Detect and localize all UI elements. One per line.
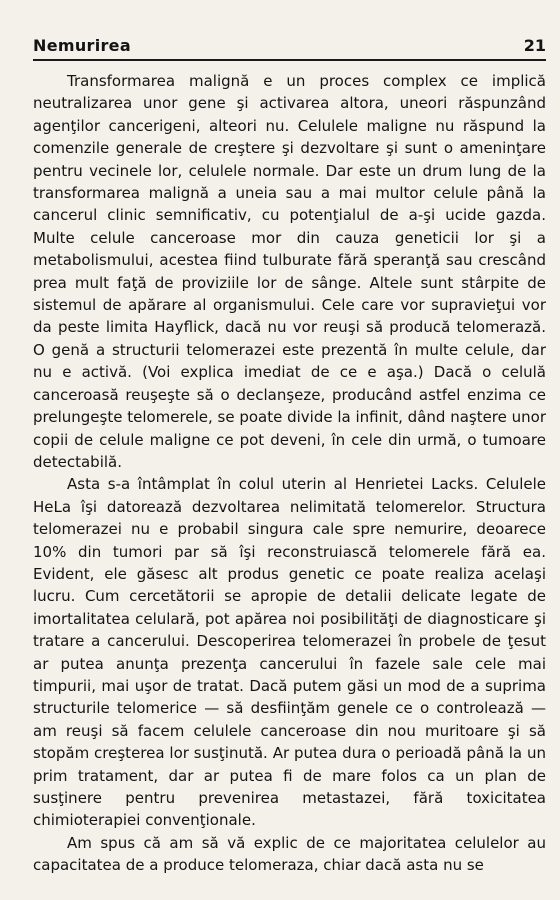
paragraph: Transformarea malignă e un proces complex ce implică neutralizarea unor gene şi activarea altora, uneori răspunzând agenţilor cancerigeni, alteori nu. Celulele maligne nu răspund la comenzile generale de creştere şi dezvoltare şi sunt o ameninţare pentru vecinele lor, celulele normale. Dar este un drum lung de la transformarea malignă a uneia sau a mai multor celule până la cancerul clinic semnificativ, cu potenţialul de a-şi ucide gazda. Multe celule canceroase mor din cauza geneticii lor şi a metabolismului, acestea fiind tulburate fără speranţă sau crescând prea mult faţă de proviziile lor de sânge. Altele sunt stârpite de sistemul de apărare al organismului. Cele care vor supravieţui vor da peste limita Hayflick, dacă nu vor reuşi să producă telomerază. O genă a structurii telomerazei este prezentă în multe celule, dar nu e activă. (Voi explica imediat de ce e aşa.) Dacă o celulă canceroasă reuşeşte să o declanşeze, producând astfel enzima ce prelungeşte telomerele, se poate divide la infinit, dând naştere unor copii de celule maligne ce pot deveni, în cele din urmă, o tumoare detectabilă. bbox=[33, 72, 547, 471]
paragraph: Am spus că am să vă explic de ce majoritatea celulelor au capacitatea de a produce telomeraza, chiar dacă asta nu se bbox=[33, 833, 546, 875]
page-number: 21 bbox=[523, 36, 546, 55]
body-text bbox=[33, 70, 546, 877]
running-title: Nemurirea bbox=[33, 36, 131, 55]
header-rule bbox=[33, 59, 546, 61]
page-header bbox=[33, 32, 546, 58]
paragraph: Asta s-a întâmplat în colul uterin al Henrietei Lacks. Celulele HeLa îşi datorează dezvoltarea nelimitată telomerelor. Structura telomerazei nu e probabil singura cale spre nemurire, deoarece 10% din tumori par să îşi reconstruiască telomerele fără ea. Evident, ele găsesc alt produs genetic ce poate realiza acelaşi lucru. Cum cercetătorii se apropie de detalii delicate legate de imortalitatea celulară, pot apărea noi posibilităţi de diagnosticare şi tratare a cancerului. Descoperirea telomerazei în probele de ţesut ar putea anunţa prezenţa cancerului în fazele sale cele mai timpurii, mai uşor de tratat. Dacă putem găsi un mod de a suprima structurile telomerice — să desfiinţăm genele ce o controlează — am reuşi să facem celulele canceroase din nou muritoare şi să stopăm creşterea lor susţinută. Ar putea dura o perioadă până la un prim tratament, dar ar putea fi de mare folos ca un plan de susţinere pentru prevenirea metastazei, fără toxicitatea chimioterapiei convenţionale. bbox=[33, 475, 546, 830]
